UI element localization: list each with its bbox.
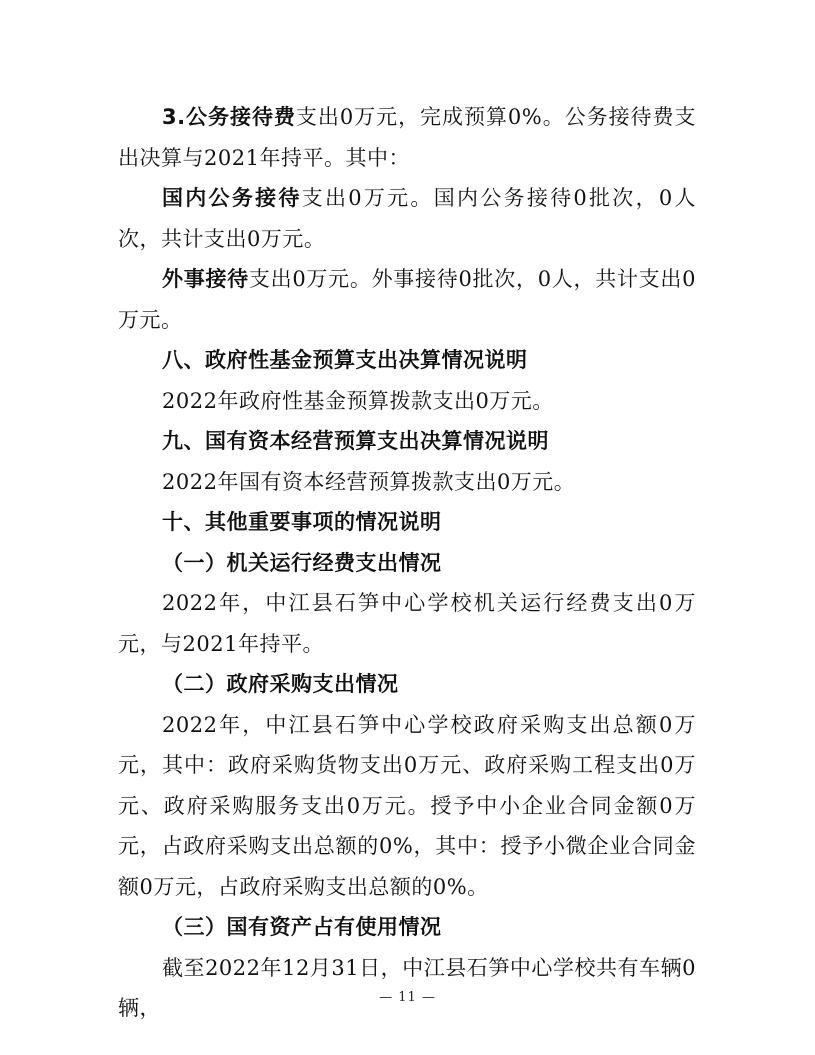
paragraph-reception-expense (118, 97, 696, 178)
paragraph-text: 支出0万元，完成预算0%。公务接待费支出决算与2021年持平。其中： (118, 105, 696, 170)
subsection-heading-operating-expense: （一）机关运行经费支出情况 (162, 550, 442, 575)
paragraph-domestic-reception (118, 178, 696, 259)
paragraph-lead: 3.公务接待费 (162, 105, 296, 129)
paragraph-text: 支出0万元。外事接待0批次，0人，共计支出0万元。 (118, 267, 696, 332)
page-number: — 11 — (379, 990, 436, 1005)
subsection-text-state-assets: 截至2022年12月31日，中江县石笋中心学校共有车辆0辆， (118, 955, 696, 1020)
subsection-heading-state-assets: （三）国有资产占有使用情况 (162, 915, 442, 939)
section-text-government-fund: 2022年政府性基金预算拨款支出0万元。 (162, 388, 554, 413)
page-content (118, 97, 696, 1029)
paragraph-lead: 外事接待 (162, 267, 249, 291)
paragraph-text: 支出0万元。国内公务接待0批次，0人次，共计支出0万元。 (118, 186, 696, 251)
paragraph-foreign-reception (118, 259, 696, 340)
section-heading-other-matters: 十、其他重要事项的情况说明 (162, 510, 442, 534)
subsection-text-procurement: 2022年，中江县石笋中心学校政府采购支出总额0万元，其中：政府采购货物支出0万元、政府采购工程支出0万元、政府采购服务支出0万元。授予中小企业合同金额0万元，占政府采购支出总额的0%，其中：授予小微企业合同金额0万元，占政府采购支出总额的0%。 (118, 712, 696, 899)
subsection-text-operating-expense: 2022年，中江县石笋中心学校机关运行经费支出0万元，与2021年持平。 (118, 591, 696, 656)
subsection-heading-procurement: （二）政府采购支出情况 (162, 672, 399, 696)
paragraph-lead: 国内公务接待 (162, 186, 302, 210)
section-text-state-capital: 2022年国有资本经营预算拨款支出0万元。 (162, 469, 576, 494)
section-heading-government-fund: 八、政府性基金预算支出决算情况说明 (162, 348, 528, 372)
section-heading-state-capital: 九、国有资本经营预算支出决算情况说明 (162, 429, 549, 453)
